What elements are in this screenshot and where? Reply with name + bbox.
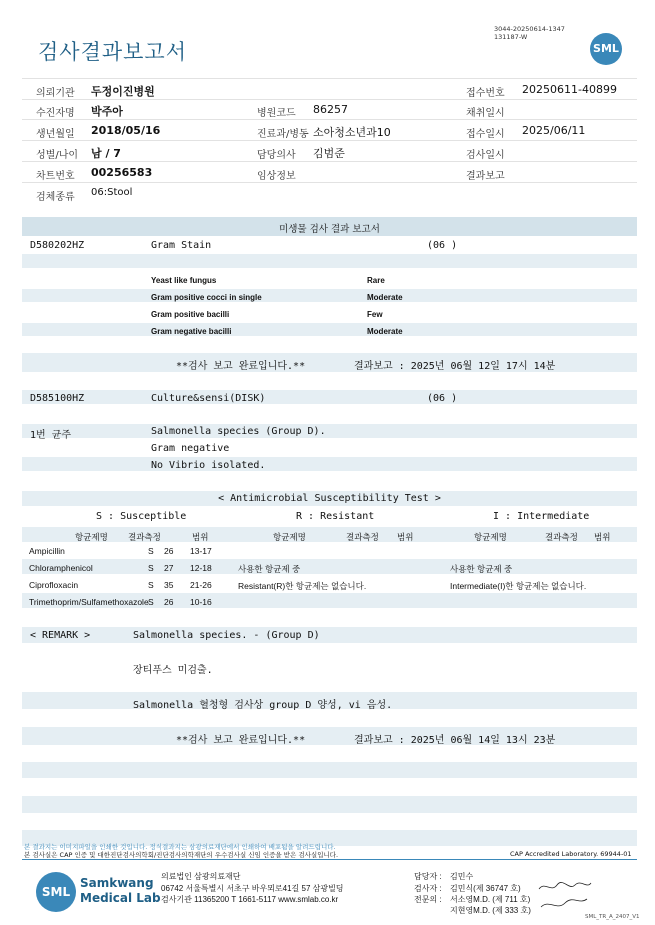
ast-sir: S <box>148 580 154 590</box>
ast-col-result: 결과측정 <box>128 532 161 542</box>
ast-range: 13-17 <box>190 546 212 556</box>
specimen-value: 06:Stool <box>91 187 133 198</box>
ast-legend-s: S : Susceptible <box>96 511 187 522</box>
staff3-value: 서소영M.D. (제 711 호) <box>450 895 531 904</box>
hospital-label: 의뢰기관 <box>36 88 75 99</box>
test1-code: D580202HZ <box>30 240 85 251</box>
doctor-value: 김범준 <box>313 147 345 160</box>
gram-finding-result: Moderate <box>367 327 403 336</box>
ast-title: < Antimicrobial Susceptibility Test > <box>218 493 441 504</box>
ast-col-range-r: 범위 <box>397 532 414 542</box>
chart-value: 00256583 <box>91 166 153 179</box>
notice-2: 본 검사실은 CAP 인증 및 대한진단검사의학회/진단검사의학재단의 우수검사실 신임 인증을 받은 검사실입니다. <box>24 851 339 859</box>
ast-drug: Chloramphenicol <box>29 563 93 573</box>
remark-line: Salmonella 혈청형 검사상 group D 양성, vi 음성. <box>133 700 393 711</box>
test2-name: Culture&sensi(DISK) <box>151 393 266 404</box>
test2-code: D585100HZ <box>30 393 85 404</box>
test2-specimen: (06 ) <box>427 393 458 404</box>
dept-value: 소아청소년과10 <box>313 126 391 139</box>
notice-1: 본 결과지는 이미지파일을 인쇄한 것입니다. 정식결과지는 삼광의료재단에서 인쇄하여 배포됨을 알려드립니다. <box>24 843 336 851</box>
remark-line: 장티푸스 미검출. <box>133 665 213 676</box>
receipt-no-value: 20250611-40899 <box>522 83 617 96</box>
hosp-code-value: 86257 <box>313 103 348 116</box>
ast-legend-r: R : Resistant <box>296 511 375 522</box>
staff1-label: 담당자 : <box>414 872 442 881</box>
dob-label: 생년월일 <box>36 129 75 140</box>
signature-icon <box>535 877 595 913</box>
ast-range: 10-16 <box>190 597 212 607</box>
ast-sir: S <box>148 597 154 607</box>
test2-report-time: 결과보고 : 2025년 06월 14일 13시 23분 <box>354 735 556 746</box>
section-title: 미생물 검사 결과 보고서 <box>279 224 380 235</box>
ast-drug: Trimethoprim/Sulfamethoxazole <box>29 597 149 607</box>
receipt-date-label: 접수일시 <box>466 129 505 140</box>
gram-finding-item: Gram positive bacilli <box>151 310 230 319</box>
gram-finding-result: Rare <box>367 276 385 285</box>
chart-label: 차트번호 <box>36 171 75 182</box>
ast-col-result-r: 결과측정 <box>346 532 379 542</box>
sex-age-value: 남 / 7 <box>91 147 121 160</box>
collect-label: 채취일시 <box>466 108 505 119</box>
receipt-date-value: 2025/06/11 <box>522 124 586 137</box>
clinical-label: 임상정보 <box>257 171 296 182</box>
ast-zone: 26 <box>164 546 174 556</box>
ast-col-range-i: 범위 <box>594 532 611 542</box>
isolate-line: No Vibrio isolated. <box>151 460 266 471</box>
ast-sir: S <box>148 563 154 573</box>
remark-label: < REMARK > <box>30 630 91 641</box>
ast-range: 21-26 <box>190 580 212 590</box>
staff2-label: 검사자 : <box>414 884 442 893</box>
hosp-code-label: 병원코드 <box>257 108 296 119</box>
i-note-1: 사용한 항균제 중 <box>450 564 513 574</box>
staff2-value: 김민식(제 36747 호) <box>450 884 521 893</box>
org-name: 의료법인 삼광의료재단 <box>161 872 241 881</box>
ast-legend-i: I : Intermediate <box>493 511 590 522</box>
staff4-value: 지현영M.D. (제 333 호) <box>450 906 531 915</box>
page-title: 검사결과보고서 <box>38 40 188 64</box>
ast-drug: Ampicillin <box>29 546 65 556</box>
gram-finding-item: Gram negative bacilli <box>151 327 232 336</box>
name-label: 수진자명 <box>36 108 75 119</box>
org-contact: 검사기관 11365200 T 1661-5117 www.smlab.co.kr <box>161 895 339 904</box>
sml-logo-text: SML <box>593 42 619 55</box>
hospital-value: 두정이진병원 <box>91 85 155 98</box>
i-note-2: Intermediate(I)한 항균제는 없습니다. <box>450 581 587 591</box>
remark-line: Salmonella species. - (Group D) <box>133 630 320 641</box>
sml-footer-logo-icon <box>36 872 76 912</box>
receipt-no-label: 접수번호 <box>466 88 505 99</box>
sml-footer-logo-text: SML <box>41 885 71 899</box>
test1-complete: **검사 보고 완료입니다.** <box>176 361 306 372</box>
ast-range: 12-18 <box>190 563 212 573</box>
isolate-line: Salmonella species (Group D). <box>151 426 326 437</box>
r-note-2: Resistant(R)한 항균제는 없습니다. <box>238 581 367 591</box>
test1-name: Gram Stain <box>151 240 212 251</box>
test-date-label: 검사일시 <box>466 150 505 161</box>
dob-value: 2018/05/16 <box>91 124 161 137</box>
name-value: 박주아 <box>91 105 123 118</box>
brand-line-2: Medical Lab <box>80 891 161 905</box>
gram-finding-result: Moderate <box>367 293 403 302</box>
org-address: 06742 서울특별시 서초구 바우뫼로41길 57 삼광빌딩 <box>161 884 344 893</box>
staff1-value: 김민수 <box>450 872 474 881</box>
ast-col-range: 범위 <box>192 532 209 542</box>
gram-finding-item: Gram positive cocci in single <box>151 293 262 302</box>
test1-report-time: 결과보고 : 2025년 06월 12일 17시 14분 <box>354 361 556 372</box>
r-note-1: 사용한 항균제 중 <box>238 564 301 574</box>
ast-col-result-i: 결과측정 <box>545 532 578 542</box>
doc-code-line1: 3044-20250614-1347 <box>494 25 565 33</box>
form-code: SML_TR_A_2407_V1 <box>585 914 640 920</box>
gram-finding-item: Yeast like fungus <box>151 276 217 285</box>
ast-zone: 27 <box>164 563 174 573</box>
doc-code-line2: 131187-W <box>494 33 528 41</box>
test2-complete: **검사 보고 완료입니다.** <box>176 735 306 746</box>
isolate-label: 1번 균주 <box>30 430 72 441</box>
doctor-label: 담당의사 <box>257 150 296 161</box>
ast-col-drug-r: 항균제명 <box>273 532 306 542</box>
ast-col-drug-i: 항균제명 <box>474 532 507 542</box>
report-label: 결과보고 <box>466 171 505 182</box>
brand-line-1: Samkwang <box>80 876 154 890</box>
specimen-label: 검체종류 <box>36 192 75 203</box>
ast-sir: S <box>148 546 154 556</box>
ast-zone: 26 <box>164 597 174 607</box>
sml-logo-icon <box>590 33 622 65</box>
test1-specimen: (06 ) <box>427 240 458 251</box>
cap-accreditation: CAP Accredited Laboratory. 69944-01 <box>510 850 632 858</box>
gram-finding-result: Few <box>367 310 383 319</box>
dept-label: 진료과/병동 <box>257 129 309 140</box>
ast-zone: 35 <box>164 580 174 590</box>
ast-col-drug: 항균제명 <box>75 532 108 542</box>
sex-age-label: 성별/나이 <box>36 150 79 161</box>
isolate-line: Gram negative <box>151 443 230 454</box>
ast-drug: Ciprofloxacin <box>29 580 79 590</box>
staff3-label: 전문의 : <box>414 895 442 904</box>
